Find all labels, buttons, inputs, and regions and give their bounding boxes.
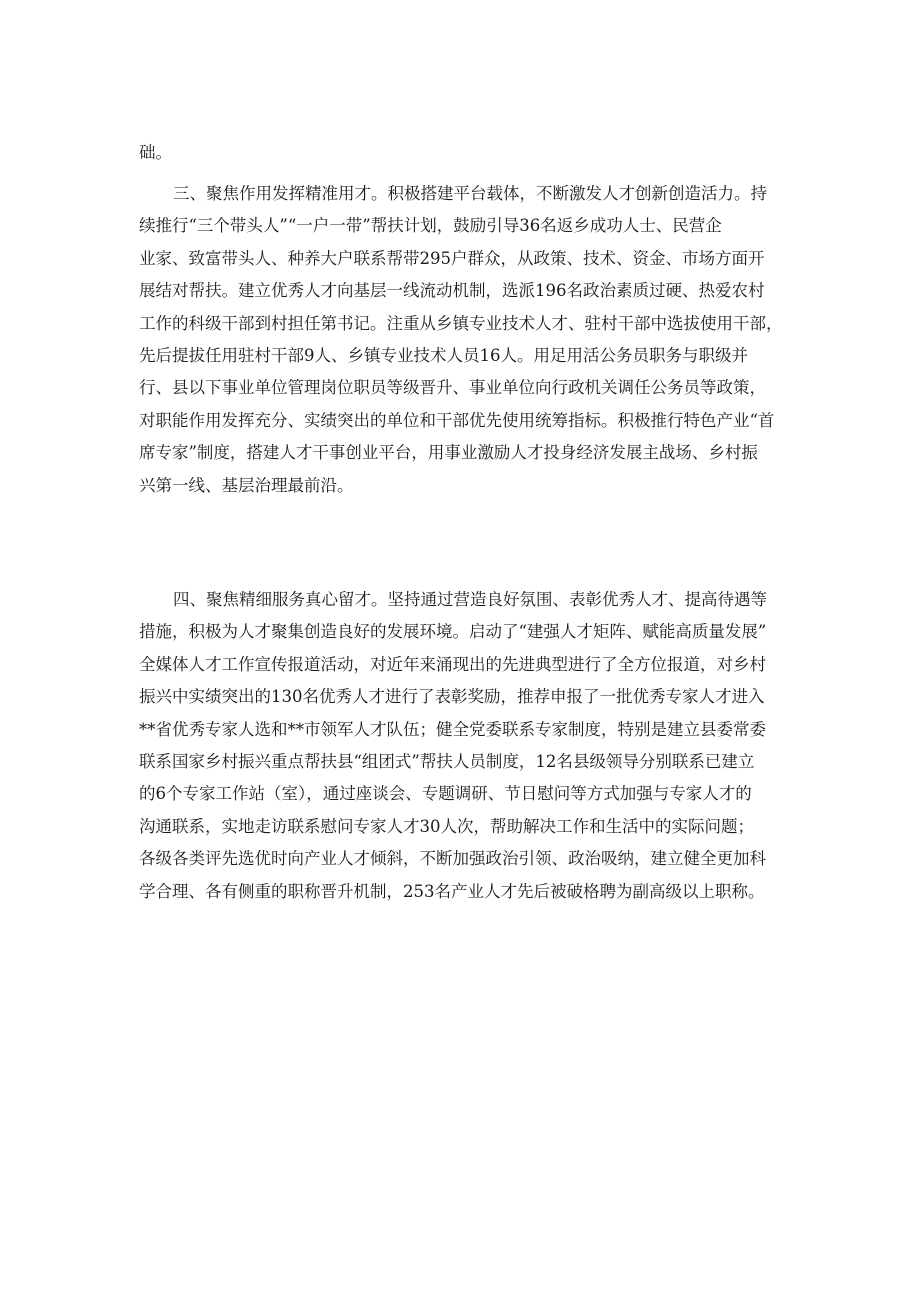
text-line: 先后提拔任用驻村干部9人、乡镇专业技术人员16人。用足用活公务员职务与职级并: [139, 345, 748, 365]
text-line: 振兴中实绩突出的130名优秀人才进行了表彰奖励，推荐申报了一批优秀专家人才进入: [139, 687, 765, 707]
text-line: 四、聚焦精细服务真心留才。坚持通过营造良好氛围、表彰优秀人才、提高待遇等: [173, 590, 767, 609]
text-line: 联系国家乡村振兴重点帮扶县“组团式”帮扶人员制度，12名县级领导分别联系已建立: [139, 751, 755, 771]
text-line: 全媒体人才工作宣传报道活动，对近年来涌现出的先进典型进行了全方位报道，对乡村: [139, 654, 766, 674]
text-line: 的6个专家工作站（室），通过座谈会、专题调研、节日慰问等方式加强与专家人才的: [139, 784, 752, 804]
text-line: 三、聚焦作用发挥精准用才。积极搭建平台载体，不断激发人才创新创造活力。持: [173, 184, 767, 203]
text-line: 学合理、各有侧重的职称晋升机制，253名产业人才先后被破格聘为副高级以上职称。: [139, 881, 765, 901]
text-line: **省优秀专家人选和**市领军人才队伍；健全党委联系专家制度，特别是建立县委常委: [139, 719, 766, 739]
text-line: 沟通联系，实地走访联系慰问专家人才30人次，帮助解决工作和生活中的实际问题；: [139, 816, 754, 836]
paragraph-section-three: [139, 178, 789, 502]
text-line: 展结对帮扶。建立优秀人才向基层一线流动机制，选派196名政治素质过硬、热爱农村: [139, 281, 765, 301]
text-line: 续推行“三个带头人”“一户一带”帮扶计划，鼓励引导36名返乡成功人士、民营企: [139, 216, 722, 236]
text-line: 工作的科级干部到村担任第书记。注重从乡镇专业技术人才、驻村干部中选拔使用干部，: [139, 313, 783, 333]
text-line: 对职能作用发挥充分、实绩突出的单位和干部优先使用统筹指标。积极推行特色产业“首: [139, 410, 775, 430]
text-line: 各级各类评先选优时向产业人才倾斜，不断加强政治引领、政治吸纳，建立健全更加科: [139, 849, 766, 869]
text-line: 席专家”制度，搭建人才干事创业平台，用事业激励人才投身经济发展主战场、乡村振: [139, 443, 758, 463]
text-line: 行、县以下事业单位管理岗位职员等级晋升、事业单位向行政机关调任公务员等政策，: [139, 378, 766, 398]
text-line: 础。: [139, 143, 172, 162]
text-line: 兴第一线、基层治理最前沿。: [139, 475, 354, 495]
text-line: 业家、致富带头人、种养大户联系帮带295户群众，从政策、技术、资金、市场方面开: [139, 248, 765, 268]
paragraph-continuation: [139, 137, 789, 169]
text-line: 措施，积极为人才聚集创造良好的发展环境。启动了“建强人才矩阵、赋能高质量发展”: [139, 622, 767, 642]
paragraph-section-four: [139, 584, 789, 908]
